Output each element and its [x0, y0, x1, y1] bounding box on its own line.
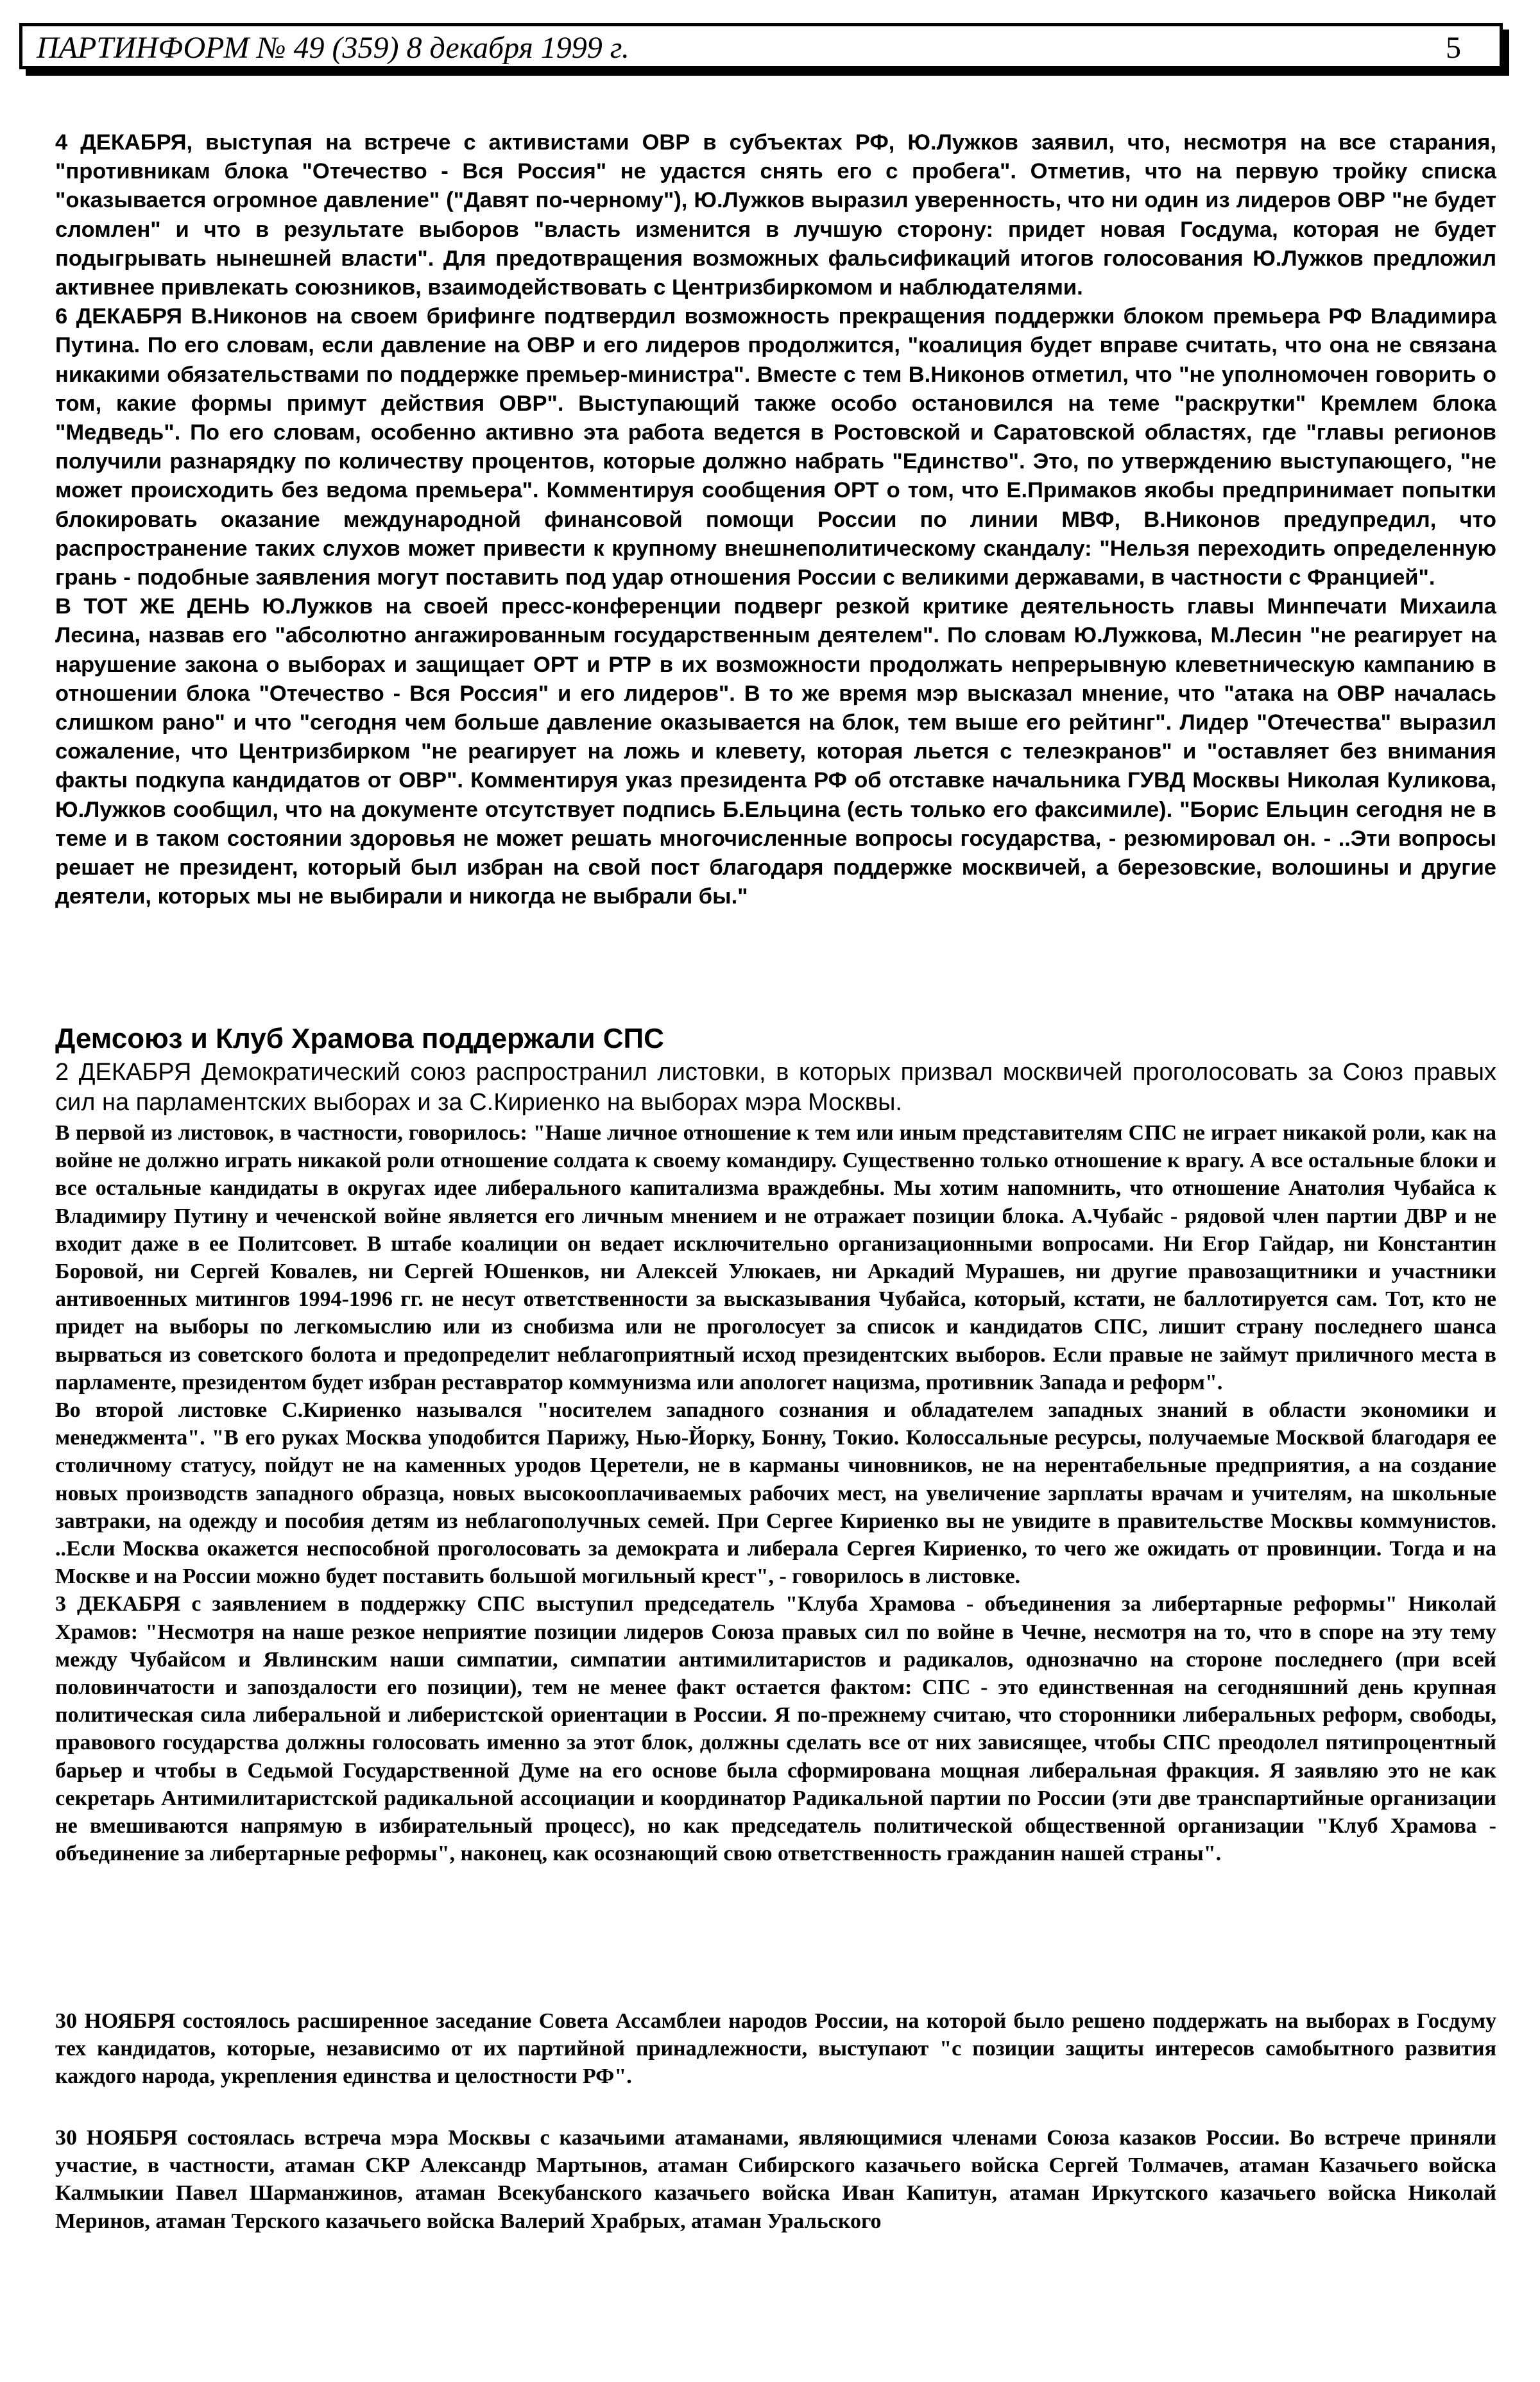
body-paragraph: 30 НОЯБРЯ состоялось расширенное заседание Совета Ассамблеи народов России, на которой было решено поддержать на выборах в Госдуму тех кандидатов, которые, независимо от их партийной принадлежности, выступают "с позиции защиты интересов самобытного развития каждого народа, укрепления единства и целостности РФ". — [55, 2009, 1496, 2089]
section-lead — [55, 1058, 1496, 1118]
lead-paragraph: 2 ДЕКАБРЯ Демократический союз распространил листовки, в которых призвал москвичей проголосовать за Союз правых сил на парламентских выборах и за С.Кириенко на выборах мэра Москвы. — [55, 1059, 1496, 1116]
publication-title: ПАРТИНФОРМ № 49 (359) 8 декабря 1999 г. — [37, 31, 629, 65]
page-number: 5 — [1446, 31, 1461, 65]
news-block-top — [55, 128, 1496, 911]
article-paragraph: 6 ДЕКАБРЯ В.Никонов на своем брифинге подтвердил возможность прекращения поддержки блоком премьера РФ Владимира Путина. По его словам, если давление на ОВР и его лидеров продолжится, "коалиция будет вправе считать, что она не связана никакими обязательствами по поддержке премьер-министра". Вместе с тем В.Никонов отметил, что "не уполномочен говорить о том, какие формы примут действия ОВР". Выступающий также особо остановился на теме "раскрутки" Кремлем блока "Медведь". По его словам, особенно активно эта работа ведется в Ростовской и Саратовской областях, где "главы регионов получили разнарядку по количеству процентов, которые должно набрать "Единство". Это, по утверждению выступающего, "не может происходить без ведома премьера". Комментируя сообщения ОРТ о том, что Е.Примаков якобы предпринимает попытки блокировать оказание международной финансовой помощи России по линии МВФ, В.Никонов предупредил, что распространение таких слухов может привести к крупному внешнеполитическому скандалу: "Нельзя переходить определенную грань - подобные заявления могут поставить под удар отношения России с великими державами, в частности с Францией". — [55, 304, 1496, 590]
body-paragraph: 3 ДЕКАБРЯ с заявлением в поддержку СПС выступил председатель "Клуба Храмова - объединения за либертарные реформы" Николай Храмов: "Несмотря на наше резкое неприятие позиции лидеров Союза правых сил по войне в Чечне, несмотря на то, что в споре на эту тему между Чубайсом и Явлинским наши симпатии, симпатии антимилитаристов и радикалов, однозначно на стороне последнего (при всей половинчатости и запоздалости его позиции), тем не менее факт остается фактом: СПС - это единственная на сегодняшний день крупная политическая сила либеральной и либеристской ориентации в России. Я по-прежнему считаю, что сторонники либеральных реформ, свободы, правового государства должны голосовать именно за этот блок, должны сделать все от них зависящее, чтобы СПС преодолел пятипроцентный барьер и чтобы в Седьмой Государственной Думе на его основе была сформирована мощная либеральная фракция. Я заявляю это не как секретарь Антимилитаристской радикальной ассоциации и координатор Радикальной партии по России (эти две транспартийные организации не вмешиваются напрямую в избирательный процесс), но как председатель политической общественной организации "Клуб Храмова - объединение за либертарные реформы", наконец, как осознающий свою ответственность гражданин нашей страны". — [55, 1592, 1496, 1866]
section-body — [55, 1119, 1496, 1867]
page-header — [19, 23, 1503, 69]
news-item-cossacks — [55, 2124, 1496, 2235]
body-paragraph: 30 НОЯБРЯ состоялась встреча мэра Москвы с казачьими атаманами, являющимися членами Союза казаков России. Во встрече приняли участие, в частности, атаман СКР Александр Мартынов, атаман Сибирского казачьего войска Сергей Толмачев, атаман Казачьего войска Калмыкии Павел Шарманжинов, атаман Всекубанского казачьего войска Иван Капитун, атаман Иркутского казачьего войска Николай Меринов, атаман Терского казачьего войска Валерий Храбрых, атаман Уральского — [55, 2126, 1496, 2233]
article-paragraph: В ТОТ ЖЕ ДЕНЬ Ю.Лужков на своей пресс-конференции подверг резкой критике деятельность главы Минпечати Михаила Лесина, назвав его "абсолютно ангажированным государственным деятелем". По словам Ю.Лужкова, М.Лесин "не реагирует на нарушение закона о выборах и защищает ОРТ и РТР в их возможности продолжать непрерывную клеветническую кампанию в отношении блока "Отечество - Вся Россия" и его лидеров". В то же время мэр высказал мнение, что "атака на ОВР началась слишком рано" и что "сегодня чем больше давление оказывается на блок, тем выше его рейтинг". Лидер "Отечества" выразил сожаление, что Центризбирком "не реагирует на ложь и клевету, которая льется с телеэкранов" и "оставляет без внимания факты подкупа кандидатов от ОВР". Комментируя указ президента РФ об отставке начальника ГУВД Москвы Николая Куликова, Ю.Лужков сообщил, что на документе отсутствует подпись Б.Ельцина (есть только его факсимиле). "Борис Ельцин сегодня не в теме и в таком состоянии здоровья не может решать многочисленные вопросы государства, - резюмировал он. - ..Эти вопросы решает не президент, который был избран на свой пост благодаря поддержке москвичей, а березовские, волошины и другие деятели, которых мы не выбирали и никогда не выбрали бы." — [55, 594, 1496, 909]
section-heading: Демсоюз и Клуб Храмова поддержали СПС — [55, 1023, 664, 1054]
body-paragraph: В первой из листовок, в частности, говорилось: "Наше личное отношение к тем или иным представителям СПС не играет никакой роли, как на войне не должно играть никакой роли отношение солдата к своему командиру. Существенно только отношение к врагу. А все остальные блоки и все остальные кандидаты в округах идее либерального капитализма враждебны. Мы хотим напомнить, что отношение Анатолия Чубайса к Владимиру Путину и чеченской войне является его личным мнением и не отражает позиции блока. А.Чубайс - рядовой член партии ДВР и не входит даже в ее Политсовет. В штабе коалиции он ведает исключительно организационными вопросами. Ни Егор Гайдар, ни Константин Боровой, ни Сергей Ковалев, ни Сергей Юшенков, ни Алексей Улюкаев, ни Аркадий Мурашев, ни другие правозащитники и участники антивоенных митингов 1994-1996 гг. не несут ответственности за высказывания Чубайса, который, кстати, не баллотируется сам. Тот, кто не придет на выборы по легкомыслию или из снобизма или не проголосует за список и кандидатов СПС, лишит страну последнего шанса вырваться из советского болота и предопределит неблагоприятный исход президентских выборов. Если правые не займут приличного места в парламенте, президентом будет избран реставратор коммунизма или апологет нацизма, противник Запада и реформ". — [55, 1121, 1496, 1394]
article-paragraph: 4 ДЕКАБРЯ, выступая на встрече с активистами ОВР в субъектах РФ, Ю.Лужков заявил, что, несмотря на все старания, "противникам блока "Отечество - Вся Россия" не удастся снять его с пробега". Отметив, что на первую тройку списка "оказывается огромное давление" ("Давят по-черному"), Ю.Лужков выразил уверенность, что ни один из лидеров ОВР "не будет сломлен" и что в результате выборов "власть изменится в лучшую сторону: придет новая Госдума, которая не будет подыгрывать нынешней власти". Для предотвращения возможных фальсификаций итогов голосования Ю.Лужков предложил активнее привлекать союзников, взаимодействовать с Центризбиркомом и наблюдателями. — [55, 130, 1496, 300]
news-item-assembly — [55, 2007, 1496, 2091]
body-paragraph: Во второй листовке С.Кириенко назывался "носителем западного сознания и обладателем западных знаний в области экономики и менеджмента". "В его руках Москва уподобится Парижу, Нью-Йорку, Бонну, Токио. Колоссальные ресурсы, получаемые Москвой благодаря ее столичному статусу, пойдут не на каменных уродов Церетели, не в карманы чиновников, не на нерентабельные предприятия, а на создание новых производств западного образца, новых высокооплачиваемых рабочих мест, на увеличение зарплаты врачам и учителям, на школьные завтраки, на одежду и пособия детям из неблагополучных семей. При Сергее Кириенко вы не увидите в правительстве Москвы коммунистов. ..Если Москва окажется неспособной проголосовать за демократа и либерала Сергея Кириенко, то чего же ожидать от провинции. Тогда и на Москве и на России можно будет поставить большой могильный крест", - говорилось в листовке. — [55, 1398, 1496, 1589]
